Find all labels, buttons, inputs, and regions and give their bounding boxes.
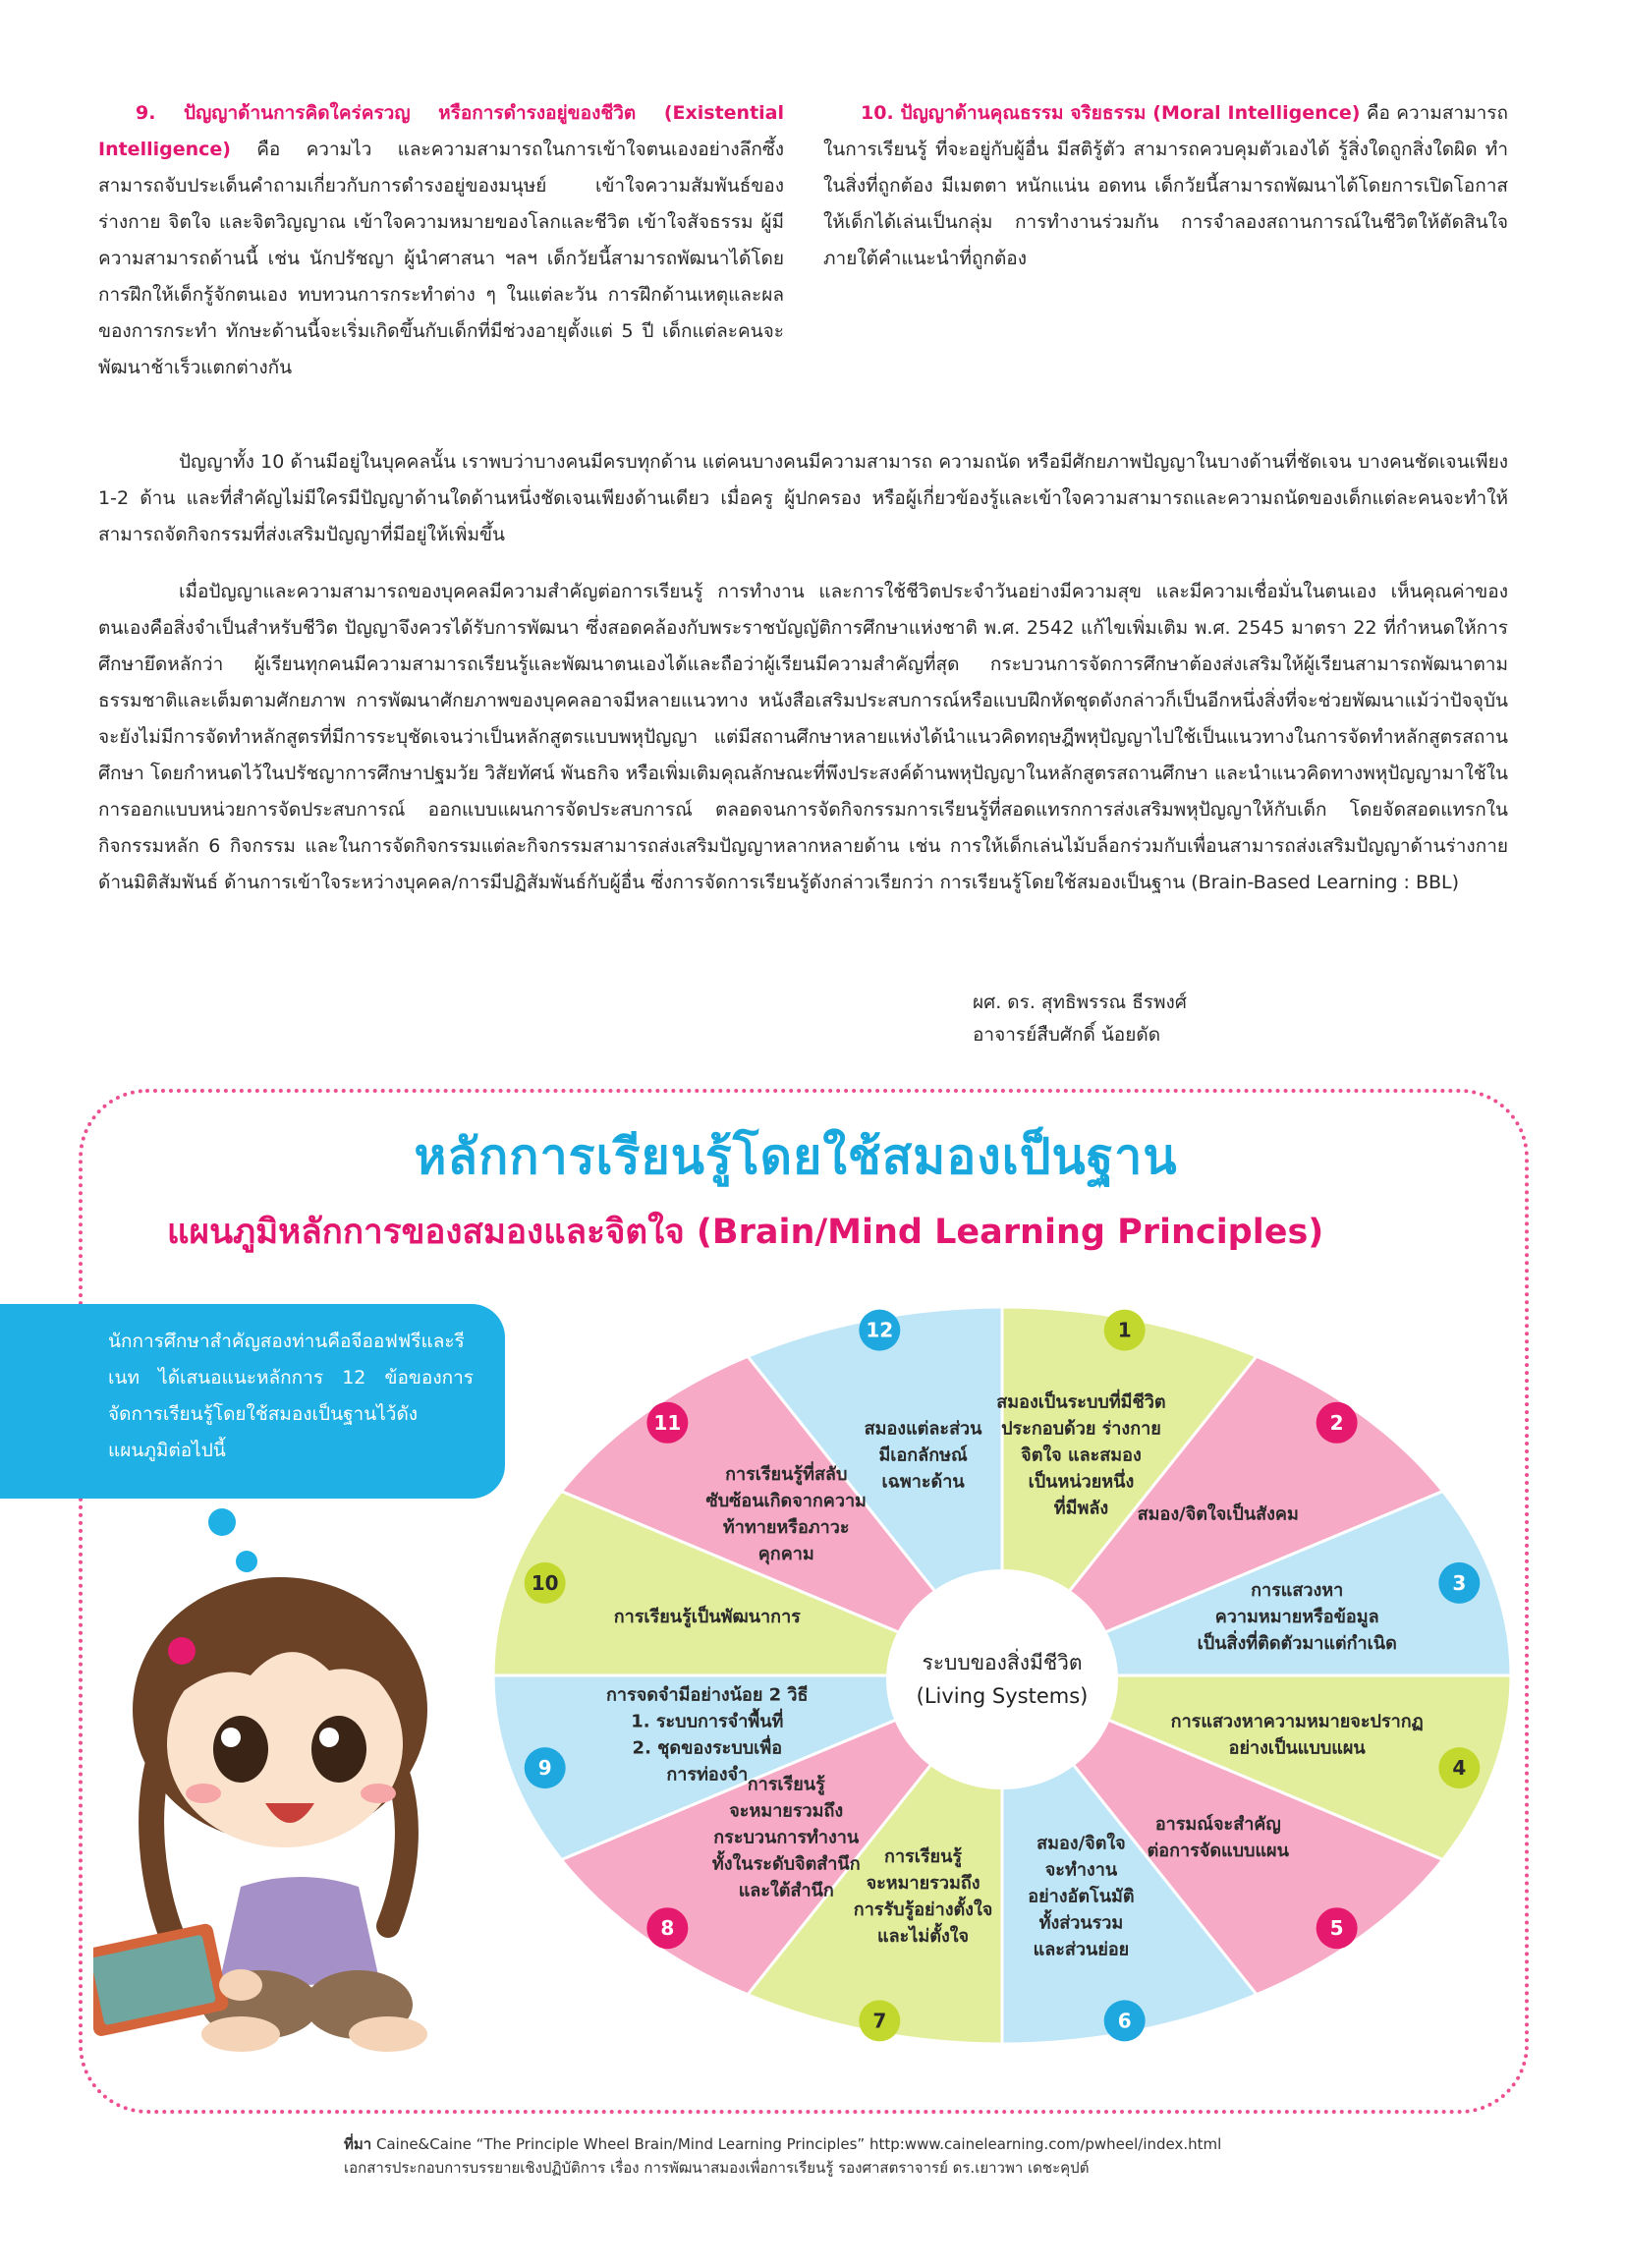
wheel-segment-label: สมองเป็นระบบที่มีชีวิตประกอบด้วย ร่างกายจิตใจ และสมองเป็นหน่วยหนึ่งที่มีพลัง: [996, 1391, 1166, 1519]
source-citation: [344, 2132, 1221, 2180]
author-name: อาจารย์สืบศักดิ์ น้อยดัด: [973, 1024, 1161, 1046]
wheel-segment-label: สมอง/จิตใจจะทำงานอย่างอัตโนมัติทั้งส่วนรวมและส่วนย่อย: [1028, 1833, 1135, 1960]
paragraph-text: ปัญญาทั้ง 10 ด้านมีอยู่ในบุคคลนั้น เราพบว่าบางคนมีครบทุกด้าน แต่คนบางคนมีความสามารถ ความถนัด หรือมีศักยภาพปัญญาในบางด้านที่ชัดเจน บางคนชัดเจนเพียง 1-2 ด้าน และที่สำคัญไม่มีใครมีปัญญาด้านใดด้านหนึ่งชัดเจนเพียงด้านเดียว เมื่อครู ผู้ปกครอง หรือผู้เกี่ยวข้องรู้และเข้าใจความสามารถและความถนัดของเด็กแต่ละคนจะทำให้สามารถจัดกิจกรรมที่ส่งเสริมปัญญาที่มีอยู่ให้เพิ่มขึ้น: [98, 451, 1508, 545]
wheel-segment-label: การเรียนรู้เป็นพัฒนาการ: [613, 1606, 801, 1627]
wheel-segment-label: การจดจำมีอย่างน้อย 2 วิธี 1. ระบบการจำพื้นที่ 2. ชุดของระบบเพื่อการท่องจำ: [606, 1684, 809, 1786]
source-label: ที่มา: [344, 2135, 372, 2153]
wheel-segment-label: การแสวงหาความหมายจะปรากฏอย่างเป็นแบบแผน: [1170, 1711, 1424, 1759]
infographic-subtitle: แผนภูมิหลักการของสมองและจิตใจ (Brain/Mind Learning Principles): [167, 1213, 1324, 1252]
source-line: Caine&Caine “The Principle Wheel Brain/Mind Learning Principles” http:www.cainelearning.com/pwheel/index.html: [375, 2135, 1222, 2153]
wheel-number-label: 2: [1329, 1410, 1344, 1435]
wheel-segment-label: การเรียนรู้จะหมายรวมถึงกระบวนการทำงานทั้งในระดับจิตสำนึกและใต้สำนึก: [711, 1774, 861, 1901]
section-heading: 9. ปัญญาด้านการคิดใคร่ครวญ หรือการดำรงอยู่ของชีวิต (Existential Intelligence): [98, 102, 784, 160]
wheel-number-label: 6: [1117, 2009, 1132, 2033]
thought-bubble-text: นักการศึกษาสำคัญสองท่านคือจีออฟฟรีและรีเนท ได้เสนอแนะหลักการ 12 ข้อของการจัดการเรียนรู้โดยใช้สมองเป็นฐานไว้ดังแผนภูมิต่อไปนี้: [108, 1331, 474, 1461]
wheel-number-label: 11: [653, 1410, 682, 1435]
wheel-number-label: 10: [531, 1570, 559, 1595]
section-body: คือ ความสามารถในการเรียนรู้ ที่จะอยู่กับผู้อื่น มีสติรู้ตัว สามารถควบคุมตัวเองได้ รู้สิ่งใดถูกสิ่งใดผิด ทำในสิ่งที่ถูกต้อง มีเมตตา หนักแน่น อดทน เด็กวัยนี้สามารถพัฒนาได้โดยการเปิดโอกาสให้เด็กได้เล่นเป็นกลุ่ม การทำงานร่วมกัน การจำลองสถานการณ์ในชีวิตให้ตัดสินใจภายใต้คำแนะนำที่ถูกต้อง: [823, 102, 1509, 269]
wheel-number-label: 9: [537, 1756, 552, 1781]
wheel-number-label: 8: [660, 1916, 675, 1941]
infographic-title: หลักการเรียนรู้โดยใช้สมองเป็นฐาน: [414, 1128, 1178, 1185]
wheel-number-label: 7: [872, 2009, 887, 2033]
paragraph: [98, 574, 1508, 901]
wheel-number-label: 4: [1452, 1756, 1467, 1781]
author-name: ผศ. ดร. สุทธิพรรณ ธีรพงศ์: [973, 992, 1187, 1013]
wheel-segment-label: สมองแต่ละส่วนมีเอกลักษณ์เฉพาะด้าน: [864, 1418, 982, 1493]
principles-wheel: [486, 1268, 1528, 2093]
moral-intelligence-section: [823, 95, 1508, 277]
wheel-number-label: 3: [1452, 1570, 1467, 1595]
author-list: [973, 987, 1187, 1051]
wheel-center-label: ระบบของสิ่งมีชีวิต: [922, 1651, 1083, 1674]
wheel-segment-label: อารมณ์จะสำคัญต่อการจัดแบบแผน: [1147, 1813, 1289, 1861]
wheel-center-label: (Living Systems): [916, 1684, 1089, 1708]
wheel-number-label: 5: [1329, 1916, 1344, 1941]
girl-illustration: [93, 1513, 506, 2064]
wheel-segment-label: การแสวงหาความหมายหรือข้อมูลเป็นสิ่งที่ติดตัวมาแต่กำเนิด: [1197, 1579, 1397, 1654]
paragraph: [98, 444, 1508, 553]
section-heading: 10. ปัญญาด้านคุณธรรม จริยธรรม (Moral Intelligence): [861, 102, 1361, 124]
wheel-center: [886, 1569, 1118, 1789]
existential-intelligence-section: [98, 95, 784, 386]
section-body: คือ ความไว และความสามารถในการเข้าใจตนเองอย่างลึกซึ้ง สามารถจับประเด็นคำถามเกี่ยวกับการดำรงอยู่ของมนุษย์ เข้าใจความสัมพันธ์ของร่างกาย จิตใจ และจิตวิญญาณ เข้าใจความหมายของโลกและชีวิต เข้าใจสัจธรรม ผู้มีความสามารถด้านนี้ เช่น นักปรัชญา ผู้นำศาสนา ฯลฯ เด็กวัยนี้สามารถพัฒนาได้โดยการฝึกให้เด็กรู้จักตนเอง ทบทวนการกระทำต่าง ๆ ในแต่ละวัน การฝึกด้านเหตุและผลของการกระทำ ทักษะด้านนี้จะเริ่มเกิดขึ้นกับเด็กที่มีช่วงอายุตั้งแต่ 5 ปี เด็กแต่ละคนจะพัฒนาช้าเร็วแตกต่างกัน: [98, 139, 785, 378]
wheel-number-label: 12: [866, 1318, 894, 1342]
paragraph-text: เมื่อปัญญาและความสามารถของบุคคลมีความสำคัญต่อการเรียนรู้ การทำงาน และการใช้ชีวิตประจำวันอย่างมีความสุข และมีความเชื่อมั่นในตนเอง เห็นคุณค่าของตนเองคือสิ่งจำเป็นสำหรับชีวิต ปัญญาจึงควรได้รับการพัฒนา ซึ่งสอดคล้องกับพระราชบัญญัติการศึกษาแห่งชาติ พ.ศ. 2542 แก้ไขเพิ่มเติม พ.ศ. 2545 มาตรา 22 ที่กำหนดให้การศึกษายึดหลักว่า ผู้เรียนทุกคนมีความสามารถเรียนรู้และพัฒนาตนเองได้และถือว่าผู้เรียนมีความสำคัญที่สุด กระบวนการจัดการศึกษาต้องส่งเสริมให้ผู้เรียนสามารถพัฒนาตามธรรมชาติและเต็มตามศักยภาพ การพัฒนาศักยภาพของบุคคลอาจมีหลายแนวทาง หนังสือเสริมประสบการณ์หรือแบบฝึกหัดชุดดังกล่าวก็เป็นอีกหนึ่งสิ่งที่จะช่วยพัฒนาแม้ว่าปัจจุบันจะยังไม่มีการจัดทำหลักสูตรที่มีการระบุชัดเจนว่าเป็นหลักสูตรแบบพหุปัญญา แต่มีสถานศึกษาหลายแห่งได้นำแนวคิดทฤษฎีพหุปัญญาไปใช้เป็นแนวทางในการจัดทำหลักสูตรสถานศึกษา โดยกำหนดไว้ในปรัชญาการศึกษาปฐมวัย วิสัยทัศน์ พันธกิจ หรือเพิ่มเติมคุณลักษณะที่พึงประสงค์ด้านพหุปัญญาในหลักสูตรสถานศึกษา และนำแนวคิดทางพหุปัญญามาใช้ในการออกแบบหน่วยการจัดประสบการณ์ ออกแบบแผนการจัดประสบการณ์ ตลอดจนการจัดกิจกรรมการเรียนรู้ที่สอดแทรกการส่งเสริมพหุปัญญาให้กับเด็ก โดยจัดสอดแทรกในกิจกรรมหลัก 6 กิจกรรม และในการจัดกิจกรรมแต่ละกิจกรรมสามารถส่งเสริมปัญญาหลากหลายด้าน เช่น การให้เด็กเล่นไม้บล็อกร่วมกับเพื่อนสามารถส่งเสริมปัญญาด้านร่างกาย ด้านมิติสัมพันธ์ ด้านการเข้าใจระหว่างบุคคล/การมีปฏิสัมพันธ์กับผู้อื่น ซึ่งการจัดการเรียนรู้ดังกล่าวเรียกว่า การเรียนรู้โดยใช้สมองเป็นฐาน (Brain-Based Learning : BBL): [98, 581, 1508, 893]
wheel-segment-label: การเรียนรู้ที่สลับซับซ้อนเกิดจากความท้าทายหรือภาวะคุกคาม: [705, 1464, 867, 1565]
wheel-number-label: 1: [1117, 1318, 1132, 1342]
wheel-segment-label: สมอง/จิตใจเป็นสังคม: [1137, 1503, 1299, 1525]
wheel-segment-label: การเรียนรู้จะหมายรวมถึงการรับรู้อย่างตั้งใจและไม่ตั้งใจ: [853, 1846, 993, 1948]
source-line: เอกสารประกอบการบรรยายเชิงปฏิบัติการ เรื่อง การพัฒนาสมองเพื่อการเรียนรู้ รองศาสตราจารย์ ดร.เยาวพา เดชะคุปต์: [344, 2159, 1090, 2177]
